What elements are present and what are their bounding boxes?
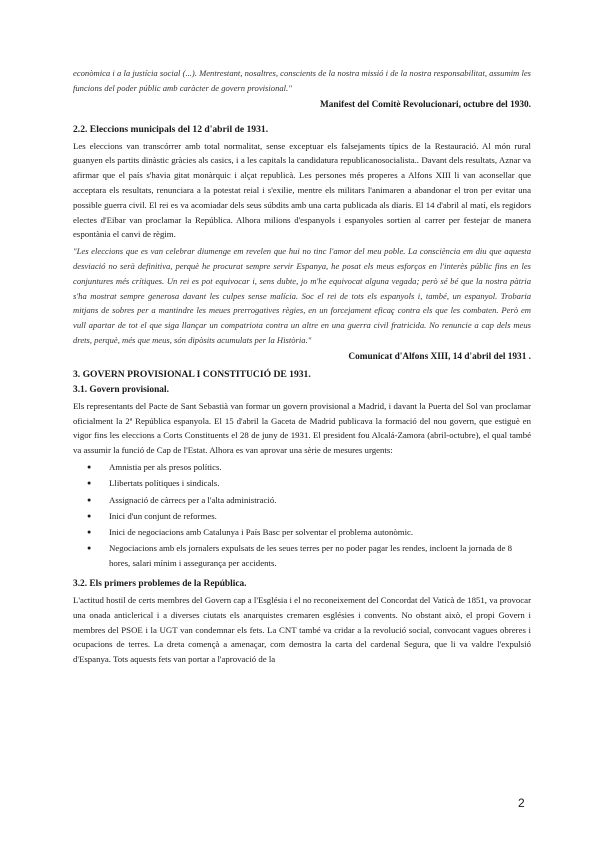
section-heading-3-1: 3.1. Govern provisional. [73, 384, 169, 395]
page-number: 2 [518, 796, 525, 810]
list-item: ● Assignació de càrrecs per a l'alta administració. [73, 493, 531, 508]
measures-list [73, 460, 531, 571]
list-item: ● Inici de negociacions amb Catalunya i País Basc per solventar el problema autonòmic. [73, 525, 531, 540]
document-page [73, 66, 531, 667]
list-item: ● Llibertats polítiques i sindicals. [73, 476, 531, 491]
paragraph-provisional-government: Els representants del Pacte de Sant Sebastià van formar un govern provisional a Madrid, i davant la Puerta del Sol van proclamar oficialment la 2ª República espanyola. El 15 d'abril la Gaceta de Madrid publicava la formació del nou govern, que estiguè en vigor fins les eleccions a Corts Constituents el 28 de juny de 1931. El president fou Alcalá-Zamora (abril-octubre), el qual també va assumir la funció de Cap de l'Estat. Alhora es van aprovar una sèrie de mesures urgents: [73, 400, 531, 456]
quote-source-manifest: Manifest del Comitè Revolucionari, octubre del 1930. [319, 99, 531, 110]
section-heading-3-2: 3.2. Els primers problemes de la República. [73, 579, 247, 590]
quote-alfons: "Les eleccions que es van celebrar diumenge em revelen que hui no tinc l'amor del meu poble. La consciència em diu que aquesta desviació no serà definitiva, perquè he procurat sempre servir Espanya, he posat els meus esforços en l'interès públic fins en les conjuntures més crítiques. Un rei es pot equivocar i, sens dubte, jo m'he equivocat alguna vegada; però sé bé que la nostra pàtria s'ha mostrat sempre generosa davant les culpes sense malícia. Soc el rei de tots els espanyols i, també, un espanyol. Trobaria mitjans de sobres per a mantindre les meues prerrogatives règies, en un forcejament eficaç contra els que les combaten. Però em vull apartar de tot el que siga llançar un compatriota contra un altre en una guerra civil fratricida. No renuncie a cap dels meus drets, perquè, més que meus, són dipòsits acumulats per la Història." [73, 246, 531, 345]
section-heading-2-2: 2.2. Eleccions municipals del 12 d'abril de 1931. [73, 123, 269, 135]
paragraph-elections: Les eleccions van transcórrer amb total normalitat, sense exceptuar els falsejaments típics de la Restauració. Al món rural guanyen els partits dinàstic gràcies als casics, i a les capitals la candidatura republicanosocialista.. Davant dels resultats, Aznar va afirmar que el país s'havia gitat monàrquic i alçat republicà. Les persones més properes a Alfons XIII li van aconsellar que acceptara els resultats, renunciara a la potestat reial i s'exilie, mentre els militars l'animaren a abandonar el tron per evitar una possible guerra civil. El rei es va acomiadar dels seus súbdits amb una carta publicada als diaris. El 14 d'abril al matí, els regidors electes d'Eibar van proclamar la República. Alhora milions d'espanyols i espanyoles sortien al carrer per festejar de manera espontània el canvi de règim. [73, 140, 531, 240]
quote-source-alfons: Comunicat d'Alfons XIII, 14 d'abril del 1931 . [348, 351, 531, 362]
paragraph-first-problems: L'actitud hostil de certs membres del Govern cap a l'Església i el no reconeixement del Concordat del Vaticà de 1851, va provocar una onada anticlerical i a diverses ciutats els anarquistes cremaren esglésies i convents. No obstant això, el propi Govern i membres del PSOE i la UGT van condemnar els fets. La CNT també va cridar a la revolució social, convocant vagues obreres i ocupacions de terres. La dreta començà a amenaçar, com demostra la carta del cardenal Segura, que li va valdre l'expulsió d'Espanya. Tots aquests fets van portar a l'aprovació de la [73, 595, 531, 665]
list-item: ● Inici d'un conjunt de reformes. [73, 509, 531, 524]
list-item: ● Negociacions amb els jornalers expulsats de les seues terres per no poder pagar les rendes, incloent la jornada de 8 hores, salari mínim i assegurança per accidents. [73, 541, 531, 571]
quote-manifest: econòmica i a la justícia social (...). Mentrestant, nosaltres, conscients de la nostra missió i de la nostra responsabilitat, assumim les funcions del poder públic amb caràcter de govern provisional." [73, 68, 531, 93]
section-heading-3: 3. GOVERN PROVISIONAL I CONSTITUCIÓ DE 1931. [73, 368, 311, 380]
list-item: ● Amnistia per als presos polítics. [73, 460, 531, 475]
